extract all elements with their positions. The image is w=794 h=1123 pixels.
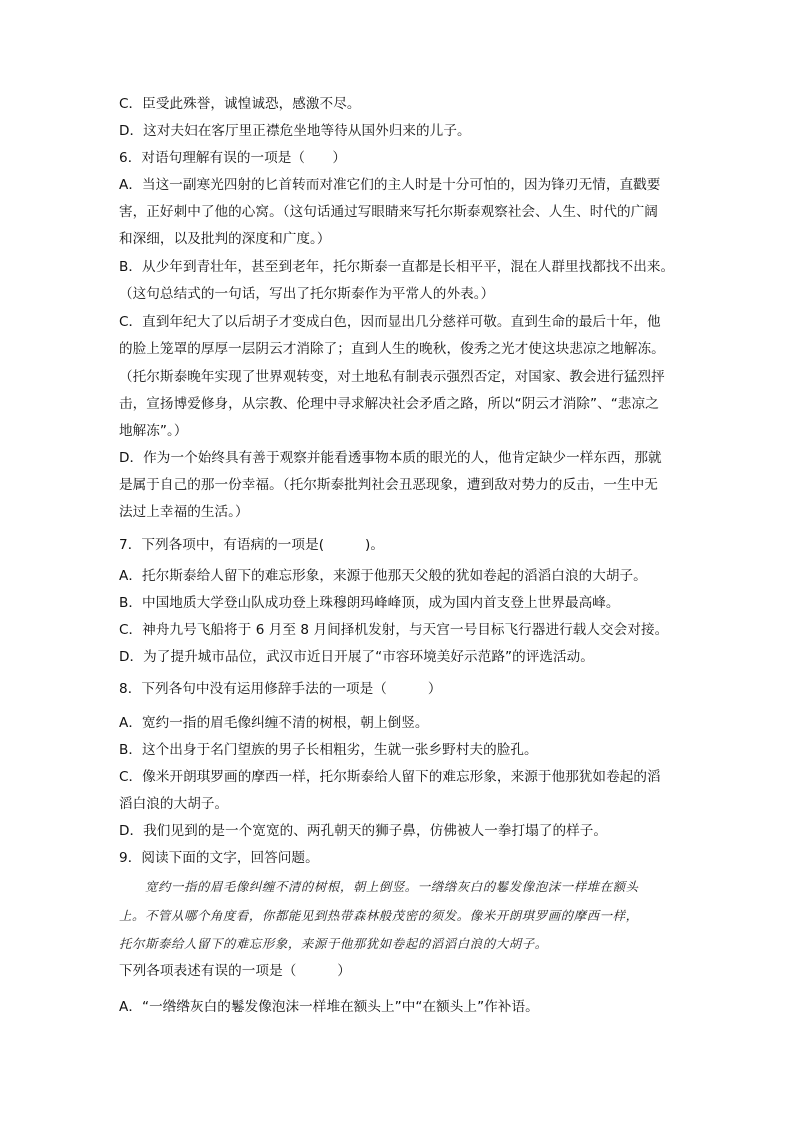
q9-option-a: A．“一绺绺灰白的鬈发像泡沫一样堆在额头上”中“在额头上”作补语。 — [119, 999, 539, 1015]
passage-line-2: 上。不管从哪个角度看，你都能见到热带森林般茂密的须发。像米开朗琪罗画的摩西一样， — [119, 908, 639, 923]
q8-option-c-line-1: C．像米开朗琪罗画的摩西一样，托尔斯泰给人留下的难忘形象，来源于他那犹如卷起的滔 — [119, 769, 661, 785]
q6-option-b-line-2: （这句总结式的一句话，写出了托尔斯泰作为平常人的外表。） — [119, 286, 495, 302]
q6-option-d-line-1: D．作为一个始终具有善于观察并能看透事物本质的眼光的人，他肯定缺少一样东西，那就 — [119, 450, 662, 466]
q7-option-b: B．中国地质大学登山队成功登上珠穆朗玛峰峰顶，成为国内首支登上世界最高峰。 — [119, 595, 620, 611]
q6-option-a-line-2: 害，正好刺中了他的心窝。（这句话通过写眼睛来写托尔斯泰观察社会、人生、时代的广阔 — [119, 204, 658, 220]
q8-option-b: B．这个出身于名门望族的男子长相粗劣，生就一张乡野村夫的脸孔。 — [119, 742, 538, 758]
q6-option-a-line-3: 和深细，以及批判的深度和广度。） — [119, 231, 331, 247]
passage-line-1: 宽约一指的眉毛像纠缠不清的树根，朝上倒竖。一绺绺灰白的鬈发像泡沫一样堆在额头 — [145, 879, 639, 894]
option-d-line: D．这对夫妇在客厅里正襟危坐地等待从国外归来的儿子。 — [119, 123, 471, 139]
q6-option-d-line-3: 法过上幸福的生活。） — [119, 504, 249, 520]
q6-option-c-line-2: 的脸上笼罩的厚厚一层阴云才消除了；直到人生的晚秋，俊秀之光才使这块悲凉之地解冻。 — [119, 341, 665, 357]
q8-option-a: A．宽约一指的眉毛像纠缠不清的树根，朝上倒竖。 — [119, 715, 429, 731]
q7-option-c: C．神舟九号飞船将于 6 月至 8 月间择机发射，与天宫一号目标飞行器进行载人交会对接。 — [119, 622, 669, 638]
q6-option-a-line-1: A．当这一副寒光四射的匕首转而对准它们的主人时是十分可怕的，因为锋刃无情，直戳要 — [119, 177, 661, 193]
q6-option-c-line-4: 击，宣扬博爱修身，从宗教、伦理中寻求解决社会矛盾之路，所以“阴云才消除”、“悲凉之 — [119, 396, 659, 412]
q6-option-c-line-1: C．直到年纪大了以后胡子才变成白色，因而显出几分慈祥可敬。直到生命的最后十年，他 — [119, 314, 661, 330]
q7-option-a: A．托尔斯泰给人留下的难忘形象，来源于他那天父般的犹如卷起的滔滔白浪的大胡子。 — [119, 568, 647, 584]
question-7-stem: 7．下列各项中，有语病的一项是( )。 — [119, 537, 384, 553]
q6-option-c-line-3: （托尔斯泰晚年实现了世界观转变，对土地私有制表示强烈否定，对国家、教会进行猛烈抨 — [119, 369, 665, 385]
question-9-stem: 9．阅读下面的文字，回答问题。 — [119, 850, 319, 866]
q8-option-d: D．我们见到的是一个宽宽的、两孔朝天的狮子鼻，仿佛被人一拳打塌了的样子。 — [119, 823, 608, 839]
q6-option-d-line-2: 是属于自己的那一份幸福。（托尔斯泰批判社会丑恶现象，遭到敌对势力的反击，一生中无 — [119, 477, 658, 493]
question-6-stem: 6．对语句理解有误的一项是（ ） — [119, 150, 346, 166]
option-c-line: C．臣受此殊誉，诚惶诚恐，感激不尽。 — [119, 96, 361, 112]
question-9-prompt: 下列各项表述有误的一项是（ ） — [119, 963, 351, 979]
question-8-stem: 8．下列各句中没有运用修辞手法的一项是（ ） — [119, 681, 442, 697]
q6-option-c-line-5: 地解冻”。） — [119, 423, 188, 439]
q7-option-d: D．为了提升城市品位，武汉市近日开展了“市容环境美好示范路”的评选活动。 — [119, 649, 594, 665]
q8-option-c-line-2: 滔白浪的大胡子。 — [119, 796, 229, 812]
passage-line-3: 托尔斯泰给人留下的难忘形象，来源于他那犹如卷起的滔滔白浪的大胡子。 — [119, 936, 548, 951]
q6-option-b-line-1: B．从少年到青壮年，甚至到老年，托尔斯泰一直都是长相平平，混在人群里找都找不出来。 — [119, 259, 675, 275]
